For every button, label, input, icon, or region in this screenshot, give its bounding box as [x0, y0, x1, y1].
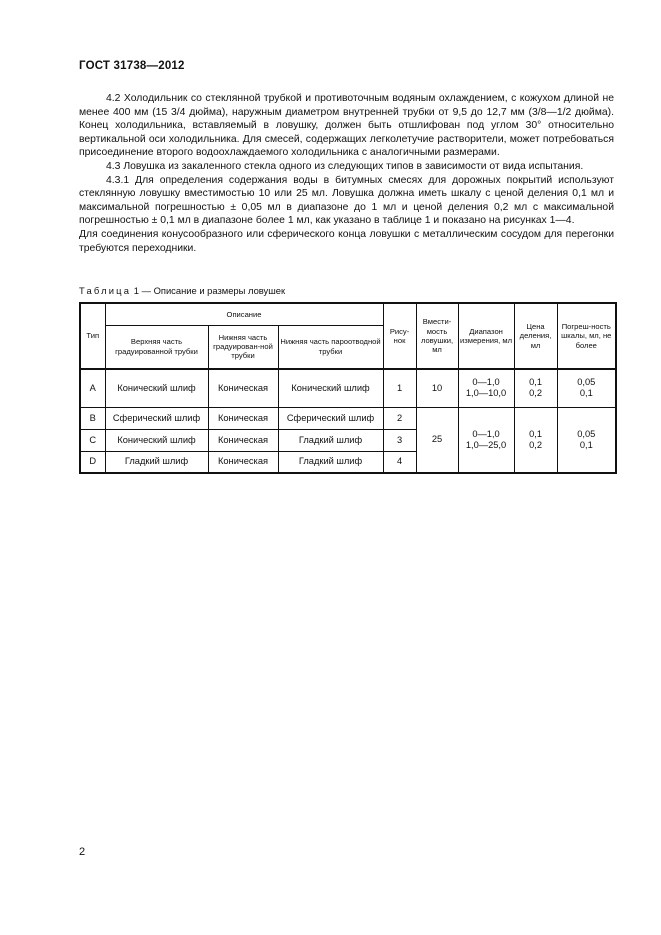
- cell-lower: Коническая: [208, 407, 278, 429]
- cell-vapor: Гладкий шлиф: [278, 451, 383, 473]
- cell-lower: Коническая: [208, 429, 278, 451]
- document-header: ГОСТ 31738—2012: [79, 60, 185, 72]
- header-range: Диапазон измерения, мл: [458, 303, 514, 369]
- table-row-b: [80, 407, 616, 429]
- cell-type: B: [80, 407, 105, 429]
- error-high: 0,1: [579, 439, 593, 450]
- division-low: 0,1: [529, 428, 542, 439]
- cell-vapor: Гладкий шлиф: [278, 429, 383, 451]
- traps-table: [79, 302, 617, 474]
- table-caption-text: 1 — Описание и размеры ловушек: [131, 285, 286, 296]
- error-low: 0,05: [577, 428, 596, 439]
- range-low: 0—1,0: [472, 377, 500, 388]
- cell-division: [514, 369, 557, 407]
- header-description: Описание: [105, 303, 383, 325]
- range-low: 0—1,0: [472, 428, 500, 439]
- paragraph-adapters: Для соединения конусообразного или сферического конца ловушки с металлическим сосудом для перегонки требуются переходники.: [79, 228, 614, 254]
- paragraph-4-2: 4.2 Холодильник со стеклянной трубкой и противоточным водяным охлаждением, с кожухом длиной не менее 400 мм (15 3/4 дюйма), наружным диаметром внутренней трубки от 9,5 до 12,7 мм (3/8—1/2 дюйма). Конец холодильника, вставляемый в ловушку, должен быть отшлифован под углом 30° относительно вертикальной оси холодильника. Для смесей, содержащих легколетучие растворители, может потребоваться присоединение второго водоохлаждаемого холодильника с аналогичными размерами.: [79, 93, 614, 159]
- cell-type: A: [80, 369, 105, 407]
- cell-range-group: [458, 407, 514, 473]
- table-row-a: [80, 369, 616, 407]
- cell-lower: Коническая: [208, 451, 278, 473]
- cell-type: C: [80, 429, 105, 451]
- header-capacity: Вмести-мость ловушки, мл: [416, 303, 458, 369]
- division-low: 0,1: [529, 377, 542, 388]
- header-division: Цена деления, мл: [514, 303, 557, 369]
- cell-upper: Конический шлиф: [105, 429, 208, 451]
- cell-range: [458, 369, 514, 407]
- cell-lower: Коническая: [208, 369, 278, 407]
- cell-error-group: [557, 407, 616, 473]
- cell-error: [557, 369, 616, 407]
- header-error: Погреш-ность шкалы, мл, не более: [557, 303, 616, 369]
- table-caption: [79, 285, 285, 296]
- header-vapor-part: Нижняя часть пароотводной трубки: [278, 325, 383, 369]
- range-high: 1,0—10,0: [465, 388, 507, 399]
- header-type: Тип: [80, 303, 105, 369]
- cell-capacity-group: 25: [416, 407, 458, 473]
- cell-vapor: Сферический шлиф: [278, 407, 383, 429]
- cell-upper: Гладкий шлиф: [105, 451, 208, 473]
- division-high: 0,2: [529, 388, 542, 399]
- division-high: 0,2: [529, 439, 542, 450]
- cell-vapor: Конический шлиф: [278, 369, 383, 407]
- cell-upper: Конический шлиф: [105, 369, 208, 407]
- error-high: 0,1: [579, 388, 593, 399]
- table-caption-label: Таблица: [79, 285, 132, 296]
- header-upper-part: Верхняя часть градуированной трубки: [105, 325, 208, 369]
- cell-capacity: 10: [416, 369, 458, 407]
- header-lower-part: Нижняя часть градуирован-ной трубки: [208, 325, 278, 369]
- range-high: 1,0—25,0: [465, 439, 507, 450]
- error-low: 0,05: [577, 377, 596, 388]
- body-text: [79, 92, 614, 255]
- cell-figure: 4: [383, 451, 416, 473]
- paragraph-4-3: 4.3 Ловушка из закаленного стекла одного из следующих типов в зависимости от вида испытания.: [106, 160, 584, 172]
- header-figure: Рису-нок: [383, 303, 416, 369]
- page-number: 2: [79, 846, 86, 858]
- cell-figure: 3: [383, 429, 416, 451]
- cell-upper: Сферический шлиф: [105, 407, 208, 429]
- cell-division-group: [514, 407, 557, 473]
- cell-figure: 2: [383, 407, 416, 429]
- cell-type: D: [80, 451, 105, 473]
- paragraph-4-3-1: 4.3.1 Для определения содержания воды в битумных смесях для дорожных покрытий используют стеклянную ловушку вместимостью 10 или 25 мл. Ловушка должна иметь шкалу с ценой деления 0,1 мл и максимальной погрешностью ± 0,05 мл в диапазоне до 1 мл и ценой деления 0,2 мл с максимальной погрешностью ± 0,1 мл в диапазоне более 1 мл, как указано в таблице 1 и показано на рисунках 1—4.: [79, 174, 614, 227]
- cell-figure: 1: [383, 369, 416, 407]
